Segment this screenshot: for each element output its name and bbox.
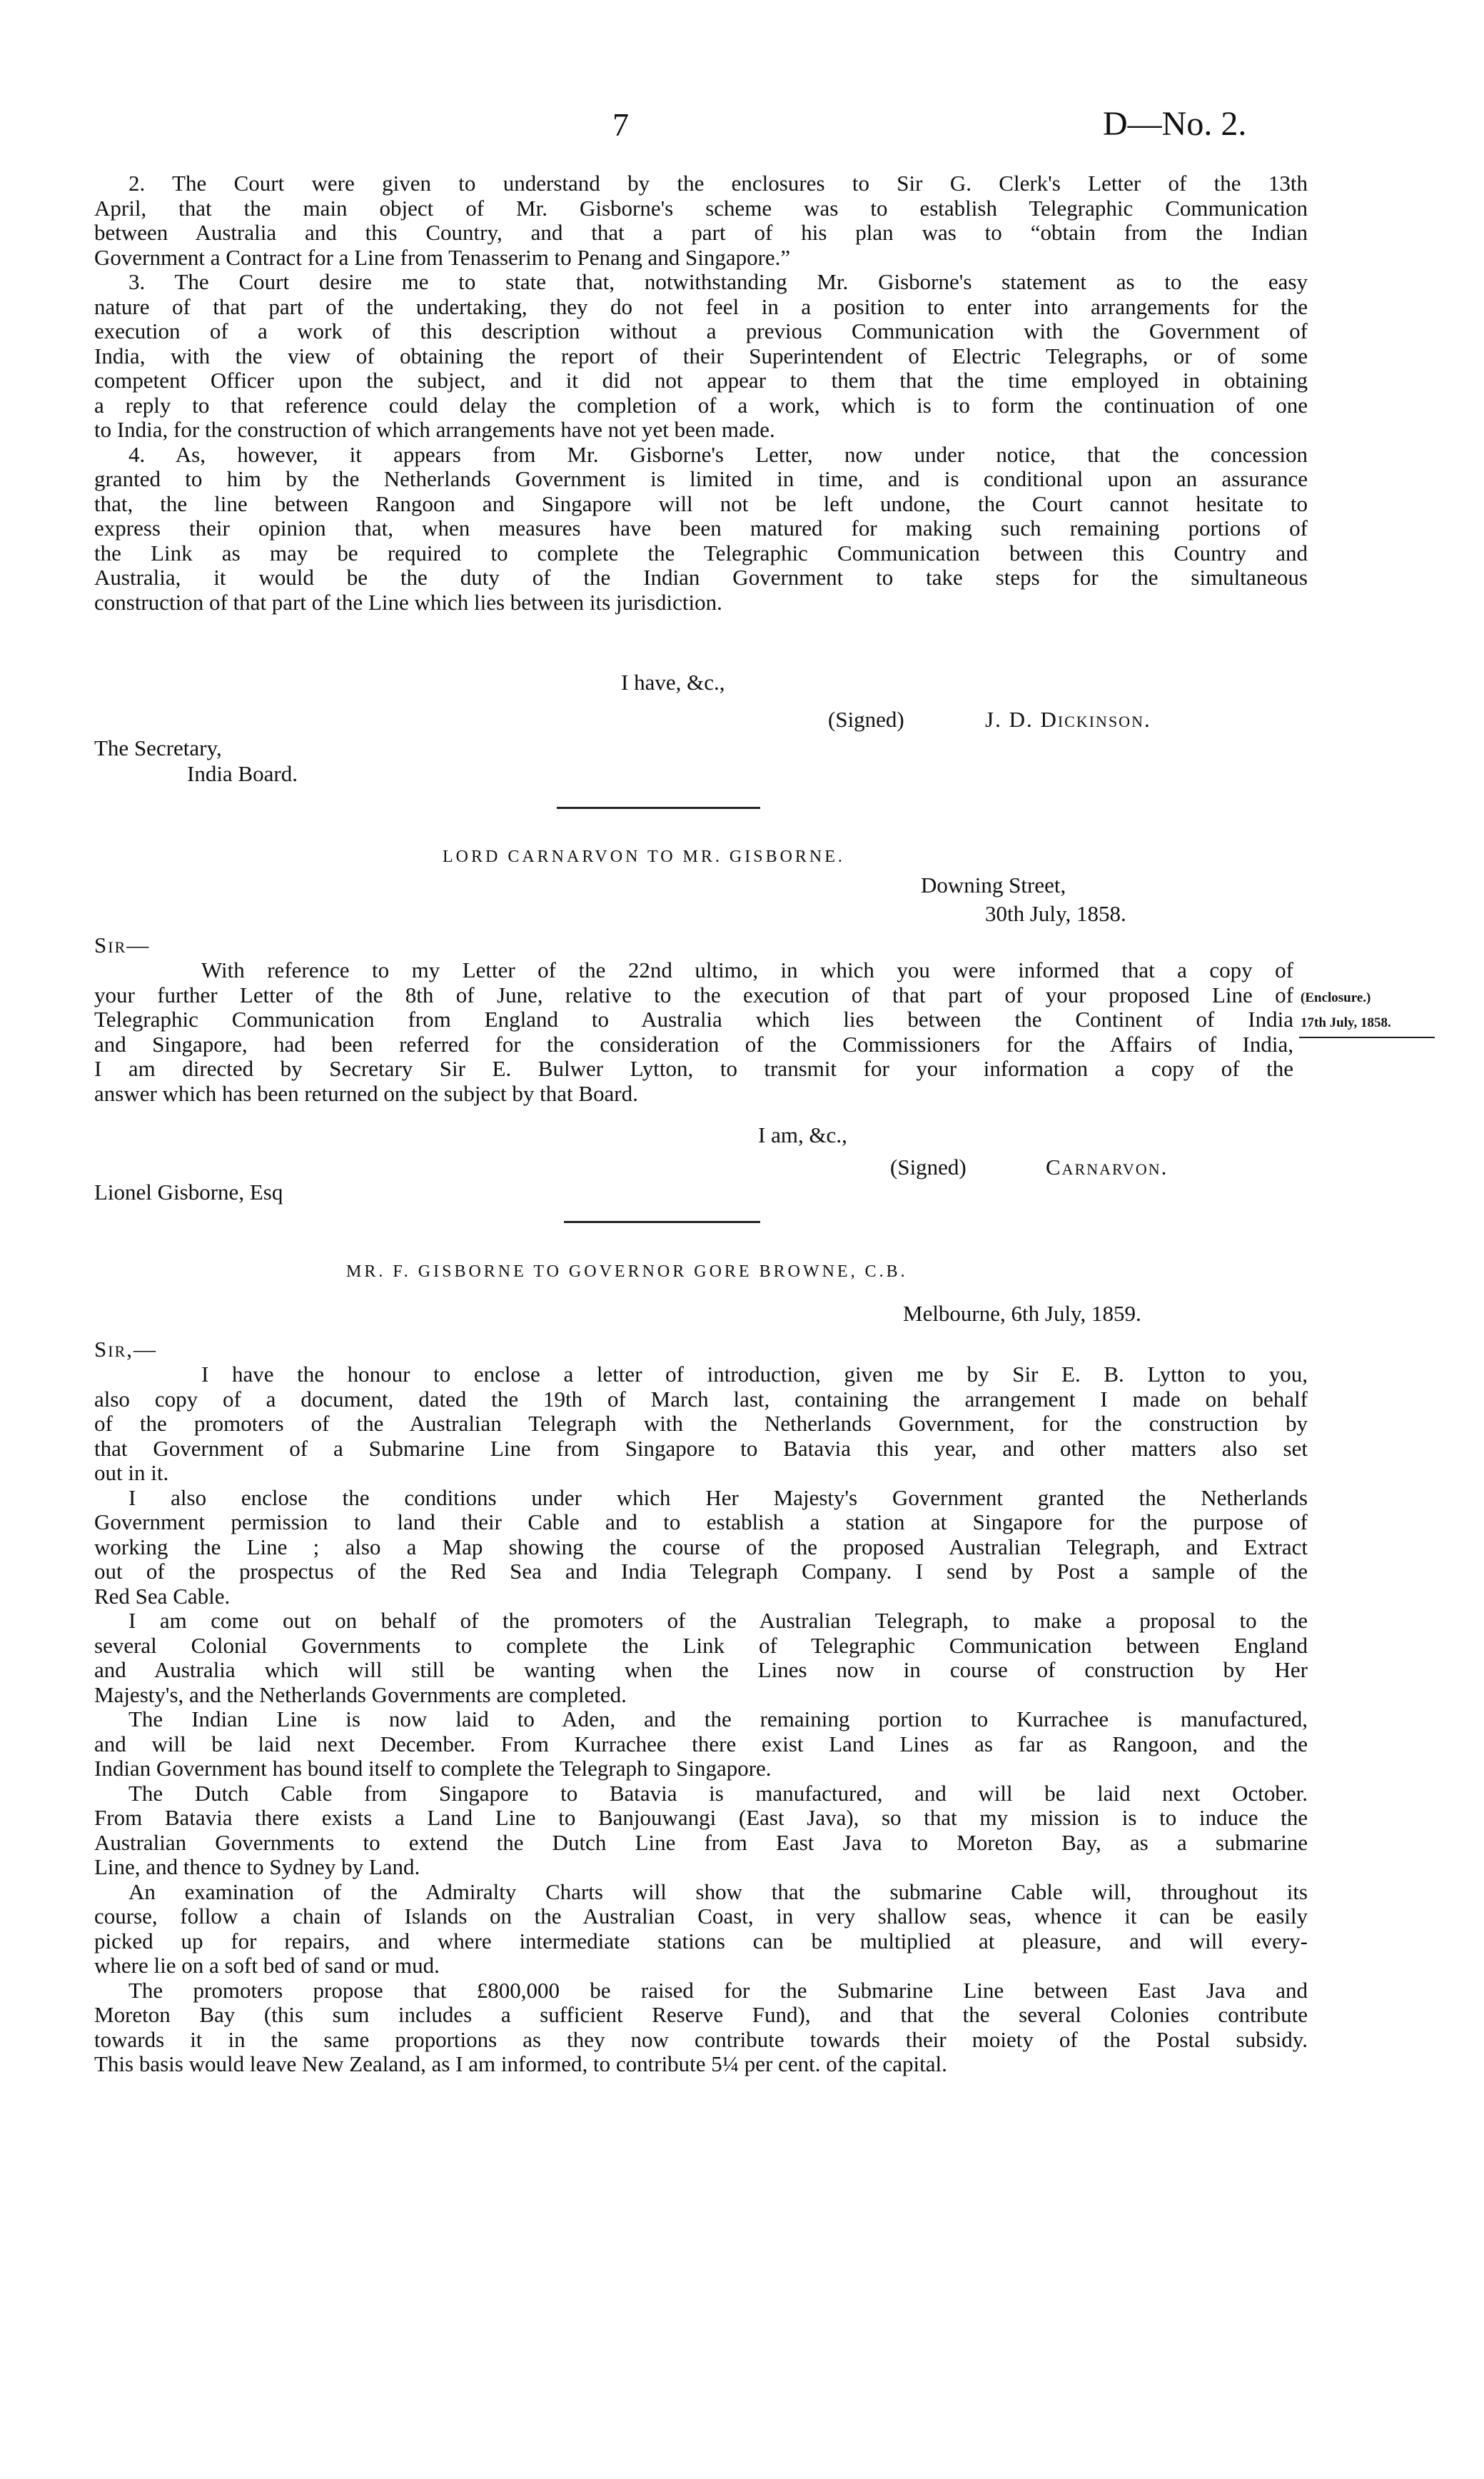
text-line: a reply to that reference could delay the completion of a work, which is to form the continuation of one bbox=[94, 392, 1308, 418]
letter2-date: 30th July, 1858. bbox=[985, 901, 1126, 926]
text-line: Moreton Bay (this sum includes a sufficient Reserve Fund), and that the several Colonies contribute bbox=[94, 2002, 1308, 2027]
text-line: and Singapore, had been referred for the consideration of the Commissioners for the Affairs of India, bbox=[94, 1031, 1293, 1057]
text-line: An examination of the Admiralty Charts will show that the submarine Cable will, throughout its bbox=[128, 1879, 1308, 1904]
text-line: 3. The Court desire me to state that, notwithstanding Mr. Gisborne's statement as to the easy bbox=[128, 269, 1308, 294]
text-line: April, that the main object of Mr. Gisborne's scheme was to establish Telegraphic Communication bbox=[94, 195, 1308, 221]
text-line: express their opinion that, when measures have been matured for making such remaining portions of bbox=[94, 516, 1308, 540]
text-line: Telegraphic Communication from England to Australia which lies between the Continent of India bbox=[94, 1007, 1293, 1032]
letter3-place-date: Melbourne, 6th July, 1859. bbox=[903, 1301, 1141, 1326]
text-line: Australian Governments to extend the Dutch Line from East Java to Moreton Bay, as a submarine bbox=[94, 1829, 1308, 1855]
text-line: where lie on a soft bed of sand or mud. bbox=[94, 1953, 440, 1978]
text-line: I also enclose the conditions under which Her Majesty's Government granted the Netherlands bbox=[128, 1484, 1308, 1510]
text-line: picked up for repairs, and where intermediate stations can be multiplied at pleasure, and will every- bbox=[94, 1928, 1308, 1953]
text-line: answer which has been returned on the subject by that Board. bbox=[94, 1080, 638, 1106]
signatory-name: Carnarvon. bbox=[1046, 1155, 1168, 1180]
text-line: This basis would leave New Zealand, as I am informed, to contribute 5¼ per cent. of the capital. bbox=[94, 2051, 947, 2076]
letter2-salutation: Sir— bbox=[94, 932, 151, 957]
text-line: The Dutch Cable from Singapore to Batavia is manufactured, and will be laid next October. bbox=[128, 1780, 1308, 1806]
text-line: execution of a work of this description without a previous Communication with the Government of bbox=[94, 318, 1308, 343]
closing-line: I have, &c., bbox=[621, 670, 725, 695]
signed-label: (Signed) bbox=[890, 1155, 966, 1180]
section-divider bbox=[564, 1221, 760, 1223]
text-line: also copy of a document, dated the 19th of March last, containing the arrangement I made on behalf bbox=[94, 1386, 1308, 1412]
text-line: Red Sea Cable. bbox=[94, 1583, 231, 1609]
text-line: granted to him by the Netherlands Government is limited in time, and is conditional upon an assurance bbox=[94, 466, 1308, 491]
text-line: and Australia which will still be wanting when the Lines now in course of construction by Her bbox=[94, 1657, 1308, 1682]
letter3-body bbox=[94, 1362, 1308, 2077]
text-line: of the promoters of the Australian Telegraph with the Netherlands Government, for the construction by bbox=[94, 1411, 1308, 1436]
letter1-body bbox=[94, 171, 1308, 615]
text-line: I am come out on behalf of the promoters of the Australian Telegraph, to make a proposal to the bbox=[128, 1608, 1308, 1633]
text-line: that Government of a Submarine Line from Singapore to Batavia this year, and other matters also set bbox=[94, 1435, 1308, 1461]
text-line: Australia, it would be the duty of the Indian Government to take steps for the simultaneous bbox=[94, 565, 1308, 590]
text-line: With reference to my Letter of the 22nd ultimo, in which you were informed that a copy of bbox=[201, 957, 1293, 982]
text-line: From Batavia there exists a Land Line to Banjouwangi (East Java), so that my mission is to induce the bbox=[94, 1805, 1308, 1830]
text-line: between Australia and this Country, and that a part of his plan was to “obtain from the Indian bbox=[94, 220, 1308, 245]
letter3-salutation: Sir,— bbox=[94, 1337, 157, 1362]
letter2-heading: LORD CARNARVON TO MR. GISBORNE. bbox=[443, 848, 845, 866]
margin-rule bbox=[1299, 1037, 1435, 1038]
text-line: construction of that part of the Line which lies between its jurisdiction. bbox=[94, 589, 722, 615]
text-line: Majesty's, and the Netherlands Governments are completed. bbox=[94, 1681, 627, 1707]
addressee-line-1: The Secretary, bbox=[94, 735, 222, 760]
text-line: your further Letter of the 8th of June, relative to the execution of that part of your proposed Line of bbox=[94, 982, 1293, 1007]
text-line: working the Line ; also a Map showing the course of the proposed Australian Telegraph, and Extract bbox=[94, 1534, 1308, 1559]
addressee-line: Lionel Gisborne, Esq bbox=[94, 1180, 283, 1205]
section-divider bbox=[557, 807, 760, 809]
document-reference: D—No. 2. bbox=[1103, 105, 1247, 143]
text-line: several Colonial Governments to complete the Link of Telegraphic Communication between England bbox=[94, 1632, 1308, 1658]
text-line: 4. As, however, it appears from Mr. Gisborne's Letter, now under notice, that the concession bbox=[128, 441, 1308, 467]
text-line: and will be laid next December. From Kurrachee there exist Land Lines as far as Rangoon, and the bbox=[94, 1731, 1308, 1756]
text-line: to India, for the construction of which arrangements have not yet been made. bbox=[94, 417, 775, 442]
letter2-place: Downing Street, bbox=[921, 873, 1066, 897]
text-line: I am directed by Secretary Sir E. Bulwer Lytton, to transmit for your information a copy of the bbox=[94, 1056, 1293, 1081]
text-line: Line, and thence to Sydney by Land. bbox=[94, 1854, 420, 1879]
text-line: towards it in the same proportions as they now contribute towards their moiety of the Postal subsidy. bbox=[94, 2026, 1308, 2052]
letter3-heading: MR. F. GISBORNE TO GOVERNOR GORE BROWNE, C.B. bbox=[346, 1262, 908, 1281]
text-line: The promoters propose that £800,000 be raised for the Submarine Line between East Java and bbox=[128, 1977, 1308, 2003]
text-line: out in it. bbox=[94, 1460, 169, 1485]
closing-line: I am, &c., bbox=[758, 1122, 847, 1147]
margin-note-enclosure: (Enclosure.) bbox=[1301, 990, 1371, 1005]
text-line: nature of that part of the undertaking, they do not feel in a position to enter into arrangements for the bbox=[94, 293, 1308, 319]
letter2-body bbox=[94, 958, 1293, 1106]
text-line: course, follow a chain of Islands on the Australian Coast, in very shallow seas, whence it can be easily bbox=[94, 1904, 1308, 1929]
text-line: Indian Government has bound itself to complete the Telegraph to Singapore. bbox=[94, 1756, 772, 1781]
text-line: The Indian Line is now laid to Aden, and the remaining portion to Kurrachee is manufactured, bbox=[128, 1706, 1308, 1731]
text-line: Government permission to land their Cable and to establish a station at Singapore for the purpose of bbox=[94, 1509, 1308, 1534]
text-line: competent Officer upon the subject, and it did not appear to them that the time employed in obtaining bbox=[94, 368, 1308, 393]
text-line: out of the prospectus of the Red Sea and India Telegraph Company. I send by Post a sample of the bbox=[94, 1559, 1308, 1584]
text-line: Government a Contract for a Line from Tenasserim to Penang and Singapore.” bbox=[94, 244, 791, 270]
page-number: 7 bbox=[612, 106, 629, 143]
signatory-name: J. D. Dickinson. bbox=[985, 707, 1151, 732]
text-line: I have the honour to enclose a letter of introduction, given me by Sir E. B. Lytton to you, bbox=[201, 1362, 1308, 1387]
margin-note-date: 17th July, 1858. bbox=[1301, 1015, 1391, 1030]
signed-label: (Signed) bbox=[828, 707, 904, 732]
text-line: India, with the view of obtaining the report of their Superintendent of Electric Telegraphs, or of some bbox=[94, 343, 1308, 368]
addressee-line-2: India Board. bbox=[187, 761, 298, 786]
text-line: that, the line between Rangoon and Singapore will not be left undone, the Court cannot hesitate to bbox=[94, 491, 1308, 516]
text-line: the Link as may be required to complete the Telegraphic Communication between this Country and bbox=[94, 540, 1308, 565]
text-line: 2. The Court were given to understand by the enclosures to Sir G. Clerk's Letter of the 13th bbox=[128, 171, 1308, 196]
